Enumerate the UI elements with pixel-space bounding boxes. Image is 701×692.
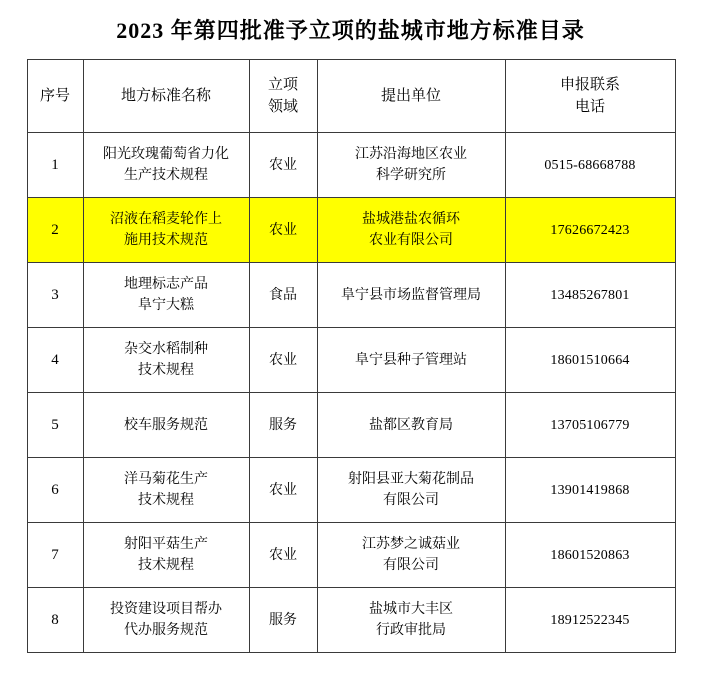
column-header-phone-line-1: 申报联系 bbox=[559, 76, 620, 93]
table-row bbox=[27, 458, 675, 523]
row-unit-line-1: 射阳县亚大菊花制品 bbox=[348, 472, 474, 487]
table-header-row bbox=[27, 60, 675, 133]
row-standard-name-line-1: 投资建设项目帮办 bbox=[110, 602, 222, 617]
row-unit-line-1: 阜宁县种子管理站 bbox=[355, 352, 467, 368]
row-unit bbox=[317, 263, 505, 328]
row-unit-line-1: 江苏梦之诚菇业 bbox=[362, 537, 460, 552]
row-unit-line-1: 江苏沿海地区农业 bbox=[355, 147, 467, 162]
row-standard-name-line-1: 射阳平菇生产 bbox=[124, 537, 208, 552]
standards-table-wrapper bbox=[27, 59, 675, 653]
row-standard-name bbox=[83, 328, 249, 393]
row-unit-line-2: 科学研究所 bbox=[376, 168, 446, 183]
row-phone: 13705106779 bbox=[505, 393, 675, 458]
row-standard-name bbox=[83, 198, 249, 263]
row-no: 4 bbox=[27, 328, 83, 393]
table-row bbox=[27, 328, 675, 393]
row-field: 食品 bbox=[249, 263, 317, 328]
row-standard-name-line-2: 阜宁大糕 bbox=[138, 298, 194, 313]
row-standard-name-line-2: 技术规程 bbox=[138, 363, 194, 378]
row-standard-name bbox=[83, 393, 249, 458]
row-standard-name bbox=[83, 458, 249, 523]
row-standard-name-line-2: 生产技术规程 bbox=[124, 168, 208, 183]
row-standard-name-line-2: 施用技术规范 bbox=[124, 233, 208, 248]
row-unit-line-2: 有限公司 bbox=[383, 493, 439, 508]
row-field: 农业 bbox=[249, 328, 317, 393]
row-standard-name-line-2: 技术规程 bbox=[138, 493, 194, 508]
table-body bbox=[27, 133, 675, 653]
document-page bbox=[0, 14, 701, 692]
row-standard-name-line-1: 地理标志产品 bbox=[124, 277, 208, 292]
row-no: 2 bbox=[27, 198, 83, 263]
row-standard-name-line-1: 杂交水稻制种 bbox=[124, 342, 208, 357]
row-phone: 0515-68668788 bbox=[505, 133, 675, 198]
row-field: 服务 bbox=[249, 393, 317, 458]
table-row bbox=[27, 588, 675, 653]
table-row bbox=[27, 393, 675, 458]
row-standard-name-line-1: 沼液在稻麦轮作上 bbox=[110, 212, 222, 227]
column-header-no-line-1: 序号 bbox=[39, 87, 70, 104]
row-no: 7 bbox=[27, 523, 83, 588]
row-field: 农业 bbox=[249, 198, 317, 263]
row-field: 农业 bbox=[249, 133, 317, 198]
row-standard-name-line-1: 校车服务规范 bbox=[124, 417, 208, 433]
table-row bbox=[27, 133, 675, 198]
row-standard-name bbox=[83, 588, 249, 653]
row-standard-name bbox=[83, 263, 249, 328]
row-unit bbox=[317, 458, 505, 523]
row-phone: 18912522345 bbox=[505, 588, 675, 653]
row-unit bbox=[317, 588, 505, 653]
row-standard-name-line-1: 阳光玫瑰葡萄省力化 bbox=[103, 147, 229, 162]
row-unit bbox=[317, 393, 505, 458]
column-header-unit-line-1: 提出单位 bbox=[380, 87, 441, 104]
page-title: 2023 年第四批准予立项的盐城市地方标准目录 bbox=[116, 18, 585, 43]
row-unit-line-1: 盐都区教育局 bbox=[369, 417, 453, 433]
row-unit-line-1: 盐城市大丰区 bbox=[369, 602, 453, 617]
column-header-name-line-1: 地方标准名称 bbox=[120, 87, 211, 104]
table-row bbox=[27, 263, 675, 328]
row-standard-name-line-2: 技术规程 bbox=[138, 558, 194, 573]
column-header-phone-line-2: 电话 bbox=[574, 99, 605, 115]
column-header-field-line-2: 领域 bbox=[267, 99, 298, 115]
row-field: 服务 bbox=[249, 588, 317, 653]
row-standard-name-line-1: 洋马菊花生产 bbox=[124, 472, 208, 487]
row-phone: 18601520863 bbox=[505, 523, 675, 588]
column-header-field-line-1: 立项 bbox=[267, 76, 298, 93]
row-phone: 13485267801 bbox=[505, 263, 675, 328]
row-no: 1 bbox=[27, 133, 83, 198]
row-no: 5 bbox=[27, 393, 83, 458]
column-header-field bbox=[249, 60, 317, 133]
row-phone: 18601510664 bbox=[505, 328, 675, 393]
row-unit bbox=[317, 198, 505, 263]
row-unit bbox=[317, 328, 505, 393]
column-header-unit bbox=[317, 60, 505, 133]
table-row bbox=[27, 523, 675, 588]
row-field: 农业 bbox=[249, 523, 317, 588]
row-no: 8 bbox=[27, 588, 83, 653]
row-unit-line-2: 农业有限公司 bbox=[369, 233, 453, 248]
row-unit-line-2: 行政审批局 bbox=[376, 623, 446, 638]
row-unit-line-2: 有限公司 bbox=[383, 558, 439, 573]
row-field: 农业 bbox=[249, 458, 317, 523]
standards-table bbox=[27, 59, 676, 653]
column-header-name bbox=[83, 60, 249, 133]
row-phone: 13901419868 bbox=[505, 458, 675, 523]
column-header-phone bbox=[505, 60, 675, 133]
row-unit-line-1: 盐城港盐农循环 bbox=[362, 212, 460, 227]
row-unit bbox=[317, 523, 505, 588]
table-header bbox=[27, 60, 675, 133]
column-header-no bbox=[27, 60, 83, 133]
table-row bbox=[27, 198, 675, 263]
row-no: 3 bbox=[27, 263, 83, 328]
row-standard-name bbox=[83, 523, 249, 588]
row-phone: 17626672423 bbox=[505, 198, 675, 263]
row-no: 6 bbox=[27, 458, 83, 523]
row-unit-line-1: 阜宁县市场监督管理局 bbox=[341, 287, 481, 303]
row-unit bbox=[317, 133, 505, 198]
row-standard-name-line-2: 代办服务规范 bbox=[124, 623, 208, 638]
row-standard-name bbox=[83, 133, 249, 198]
